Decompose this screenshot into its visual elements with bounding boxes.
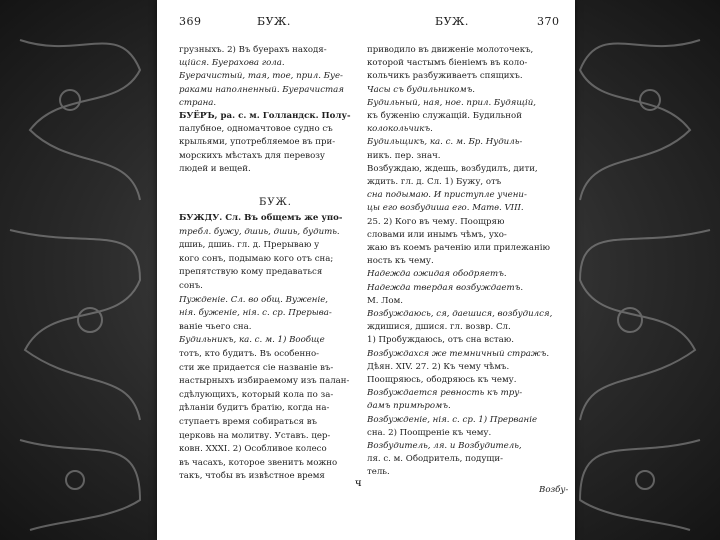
text-line: кого сонъ, подымаю кого отъ сна;	[179, 253, 334, 264]
text-line: Часы съ будильникомъ.	[367, 84, 476, 95]
left-page-number: 369	[179, 15, 202, 28]
text-line: такъ, чтобы въ извѣстное время	[179, 471, 325, 482]
text-line: Надежда ожидая ободряетъ.	[367, 269, 507, 280]
scanned-page	[157, 0, 575, 540]
right-ornament	[570, 0, 720, 540]
text-line: къ буженію служащій. Будильной	[367, 111, 522, 121]
footer-signature-mark: ч	[355, 478, 362, 489]
text-line: дамъ примѣромъ.	[367, 401, 451, 412]
text-line: ковн. XXXI. 2) Особливое колесо	[179, 444, 327, 455]
text-line: требл. бужу, дшиь, дшиь, будить.	[179, 226, 340, 237]
text-line: словами или инымъ чѣмъ, ухо-	[367, 229, 507, 240]
text-line: дѣланіи будитъ братію, когда на-	[179, 403, 330, 414]
text-line: Возбуждается ревность къ тру-	[367, 388, 523, 399]
right-catchword: Возбу-	[539, 485, 569, 495]
text-line: Поощряюсь, ободряюсь къ чему.	[367, 375, 517, 385]
text-line: грузныхъ. 2) Въ буерахъ находя-	[179, 45, 327, 55]
text-line: въ часахъ, которое звенитъ можно	[179, 457, 338, 468]
text-line: раками наполненный. Буерачистая	[179, 84, 344, 95]
text-line: жаю въ коемъ раченію или прилежанію	[367, 243, 551, 253]
text-line: сдѣлующихъ, который кола по за-	[179, 389, 334, 400]
text-line: никъ. пер. знач.	[367, 150, 441, 161]
left-section-heading: БУЖ.	[259, 197, 292, 208]
text-line: ность къ чему.	[367, 256, 434, 267]
text-line: ступаетъ время собираться въ	[179, 417, 317, 427]
text-line: настырныхъ избираемому изъ палан-	[179, 376, 350, 387]
left-ornament	[0, 0, 150, 540]
text-line: ждишися, дшися. гл. возвр. Сл.	[367, 322, 511, 333]
text-line: страна.	[179, 97, 217, 108]
text-line: Будильникъ, ка. с. м. 1) Вообще	[179, 335, 325, 346]
text-line: сти же придается сіе названіе въ-	[179, 362, 334, 373]
text-line: ваніе чьего сна.	[179, 321, 252, 332]
text-line: БУЖДУ. Сл. Въ общемъ же упо-	[179, 213, 343, 223]
text-line: Пужденіе. Сл. во общ. Вуженіе,	[179, 294, 329, 305]
text-line: которой частымъ біеніемъ въ коло-	[367, 58, 528, 69]
text-line: М. Лом.	[367, 295, 404, 306]
text-line: людей и вещей.	[179, 163, 251, 174]
text-line: колокольчикъ.	[367, 124, 433, 135]
text-line: палубное, одномачтовое судно съ	[179, 124, 333, 135]
text-line: церковь на молитву. Уставъ. цер-	[179, 430, 331, 441]
text-line: нія. буженіе, нія. с. ср. Прерыва-	[179, 308, 332, 319]
text-line: Возбуждаюсь, ся, даешися, возбудился,	[367, 309, 553, 319]
left-column	[179, 0, 369, 540]
text-line: 25. 2) Кого въ чему. Поощряю	[367, 216, 505, 227]
text-line: цы его возбудиша его. Матѳ. VIII.	[367, 203, 524, 214]
right-column	[367, 0, 569, 540]
text-line: сонъ.	[179, 281, 203, 291]
text-line: Надежда твердая возбуждаетъ.	[367, 282, 524, 293]
text-line: Будильщикъ, ка. с. м. Бр. Нудиль-	[367, 137, 523, 148]
text-line: крыльями, употребляемое въ при-	[179, 137, 336, 148]
right-running-header: БУЖ.	[435, 15, 469, 28]
text-line: сна. 2) Поощреніе къ чему.	[367, 427, 492, 438]
text-line: дшиь, дшиь. гл. д. Прерываю у	[179, 240, 320, 251]
text-line: Дѣян. XIV. 27. 2) Къ чему чѣмъ.	[367, 361, 510, 372]
text-line: Буерачистый, тая, тое, прил. Буе-	[179, 71, 343, 82]
text-line: Возбудитель, ля. и Возбудитель,	[367, 441, 522, 451]
text-line: приводило въ движеніе молоточекъ,	[367, 45, 534, 55]
text-line: 1) Пробуждаюсь, отъ сна встаю.	[367, 335, 514, 346]
text-line: Возбужденіе, нія. с. ср. 1) Прерваніе	[367, 414, 538, 425]
text-line: Возбуждахся же темничный стражъ.	[367, 348, 550, 359]
text-line: морскихъ мѣстахъ для перевозу	[179, 150, 325, 161]
text-line: сна подымаю. И приступле учени-	[367, 190, 527, 201]
text-line: кольчикъ разбуживаетъ спящихъ.	[367, 71, 523, 82]
text-line: щійся. Буерахова гола.	[179, 58, 285, 69]
text-line: препятствую кому предаваться	[179, 267, 323, 278]
text-line: тотъ, кто будитъ. Въ особенно-	[179, 349, 320, 359]
right-page-number: 370	[537, 15, 560, 28]
text-line: ля. с. м. Ободритель, подущи-	[367, 454, 503, 465]
text-line: БУЁРЪ, ра. с. м. Голландск. Полу-	[179, 111, 351, 121]
text-line: тель.	[367, 467, 390, 478]
text-line: ждить. гл. д. Сл. 1) Бужу, отъ	[367, 177, 502, 187]
text-line: Возбуждаю, ждешь, возбудилъ, дити,	[367, 163, 538, 174]
text-line: Будильный, ная, ное. прил. Будящій,	[367, 97, 536, 108]
left-running-header: БУЖ.	[257, 15, 291, 28]
